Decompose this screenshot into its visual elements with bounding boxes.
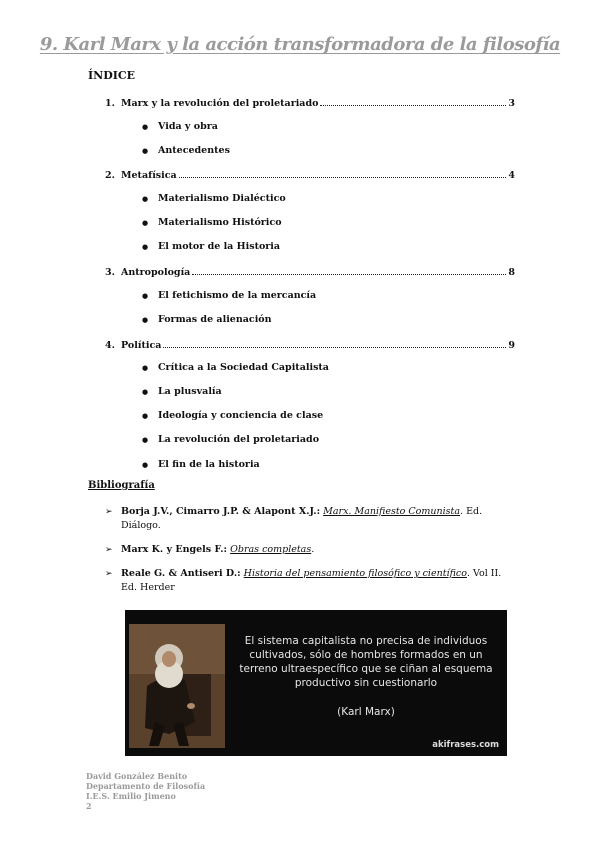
bibliography-entry [105, 567, 505, 595]
toc-subitem[interactable] [142, 311, 272, 327]
toc-number: 4. [105, 340, 115, 351]
toc-subitem-label: El fin de la historia [158, 458, 260, 470]
bibliography-entry [105, 543, 505, 557]
toc-entry-1[interactable] [105, 93, 515, 109]
toc-subitem[interactable] [142, 142, 230, 158]
toc-entry-3[interactable] [105, 262, 515, 278]
watermark-text: akifrases.com [432, 740, 499, 750]
bullet-dot-icon: ● [142, 459, 149, 469]
bullet-dot-icon: ● [142, 193, 149, 203]
toc-subitem[interactable] [142, 456, 260, 472]
toc-page-number: 3 [508, 98, 515, 109]
toc-subitem[interactable] [142, 431, 319, 447]
toc-label: Política [121, 340, 162, 351]
portrait-illustration [129, 624, 225, 748]
bibliography-text [121, 567, 505, 595]
footer [86, 771, 205, 811]
toc-subitem-label: Formas de alienación [158, 313, 272, 325]
bibliography-work-link[interactable]: Marx. Manifiesto Comunista [323, 506, 461, 517]
toc-number: 3. [105, 267, 115, 278]
toc-subitem-label: La revolución del proletariado [158, 433, 320, 445]
toc-subitem-label: El motor de la Historia [158, 240, 281, 252]
bullet-dot-icon: ● [142, 314, 149, 324]
bibliography-details: . [311, 544, 315, 555]
bibliography-heading: Bibliografía [88, 480, 155, 491]
toc-entry-4[interactable] [105, 335, 515, 351]
toc-page-number: 8 [508, 267, 515, 278]
quote-text: El sistema capitalista no precisa de individuos cultivados, sólo de hombres formados en un terreno ultraespecífico que se ciñan al esquema productivo sin cuestionarlo [239, 635, 493, 689]
toc-subitem-label: El fetichismo de la mercancía [158, 289, 317, 301]
arrow-right-icon: ➢ [105, 507, 113, 517]
bibliography-work-link[interactable]: Historia del pensamiento filosófico y científico [243, 568, 467, 579]
bullet-dot-icon: ● [142, 145, 149, 155]
bullet-dot-icon: ● [142, 434, 149, 444]
bullet-dot-icon: ● [142, 121, 149, 131]
bibliography-authors: Borja J.V., Cimarro J.P. & Alapont X.J.: [121, 506, 321, 517]
toc-subitem[interactable] [142, 383, 222, 399]
toc-subitem[interactable] [142, 287, 316, 303]
quote-author: (Karl Marx) [337, 706, 395, 718]
toc-subitem[interactable] [142, 407, 323, 423]
bibliography-text [121, 505, 505, 533]
toc-entry-2[interactable] [105, 165, 515, 181]
footer-department: Departamento de Filosofía [86, 781, 206, 791]
arrow-right-icon: ➢ [105, 545, 113, 555]
toc-subitem-label: Materialismo Histórico [158, 216, 282, 228]
toc-subitem-label: Materialismo Dialéctico [158, 192, 286, 204]
toc-subitem[interactable] [142, 118, 218, 134]
toc-subitem[interactable] [142, 190, 286, 206]
toc-label: Metafísica [121, 170, 177, 181]
toc-leader-dots [179, 176, 507, 178]
bibliography-details: . Ed. Diálogo. [121, 506, 483, 531]
toc-label: Antropología [121, 267, 191, 278]
toc-leader-dots [320, 104, 506, 106]
bibliography-text [121, 543, 505, 557]
bibliography-authors: Marx K. y Engels F.: [121, 544, 228, 555]
toc-number: 2. [105, 170, 115, 181]
toc-subitem-label: Vida y obra [158, 120, 218, 132]
bibliography-entry [105, 505, 505, 533]
arrow-right-icon: ➢ [105, 569, 113, 579]
bibliography-details: . Vol II. Ed. Herder [121, 568, 502, 593]
page-title: 9. Karl Marx y la acción transformadora de la filosofía [39, 34, 561, 55]
toc-subitem-label: Antecedentes [158, 144, 230, 156]
index-heading: ÍNDICE [88, 69, 136, 82]
quote-image [125, 610, 507, 756]
bullet-dot-icon: ● [142, 217, 149, 227]
bullet-dot-icon: ● [142, 290, 149, 300]
bibliography-work-link[interactable]: Obras completas [230, 544, 312, 555]
toc-subitem-label: Ideología y conciencia de clase [158, 409, 324, 421]
footer-author: David González Benito [86, 771, 188, 781]
toc-page-number: 9 [508, 340, 515, 351]
toc-subitem[interactable] [142, 214, 282, 230]
toc-leader-dots [163, 346, 506, 348]
bullet-dot-icon: ● [142, 386, 149, 396]
footer-school: I.E.S. Emilio Jimeno [86, 791, 176, 801]
toc-subitem[interactable] [142, 238, 280, 254]
bullet-dot-icon: ● [142, 241, 149, 251]
footer-page-number: 2 [86, 801, 92, 811]
toc-page-number: 4 [508, 170, 515, 181]
bullet-dot-icon: ● [142, 410, 149, 420]
toc-subitem[interactable] [142, 359, 329, 375]
toc-number: 1. [105, 98, 115, 109]
toc-subitem-label: La plusvalía [158, 385, 222, 397]
bullet-dot-icon: ● [142, 362, 149, 372]
bibliography-authors: Reale G. & Antiseri D.: [121, 568, 241, 579]
marx-portrait [129, 624, 225, 748]
toc-label: Marx y la revolución del proletariado [121, 98, 319, 109]
toc-subitem-label: Crítica a la Sociedad Capitalista [158, 361, 329, 373]
toc-leader-dots [192, 273, 506, 275]
